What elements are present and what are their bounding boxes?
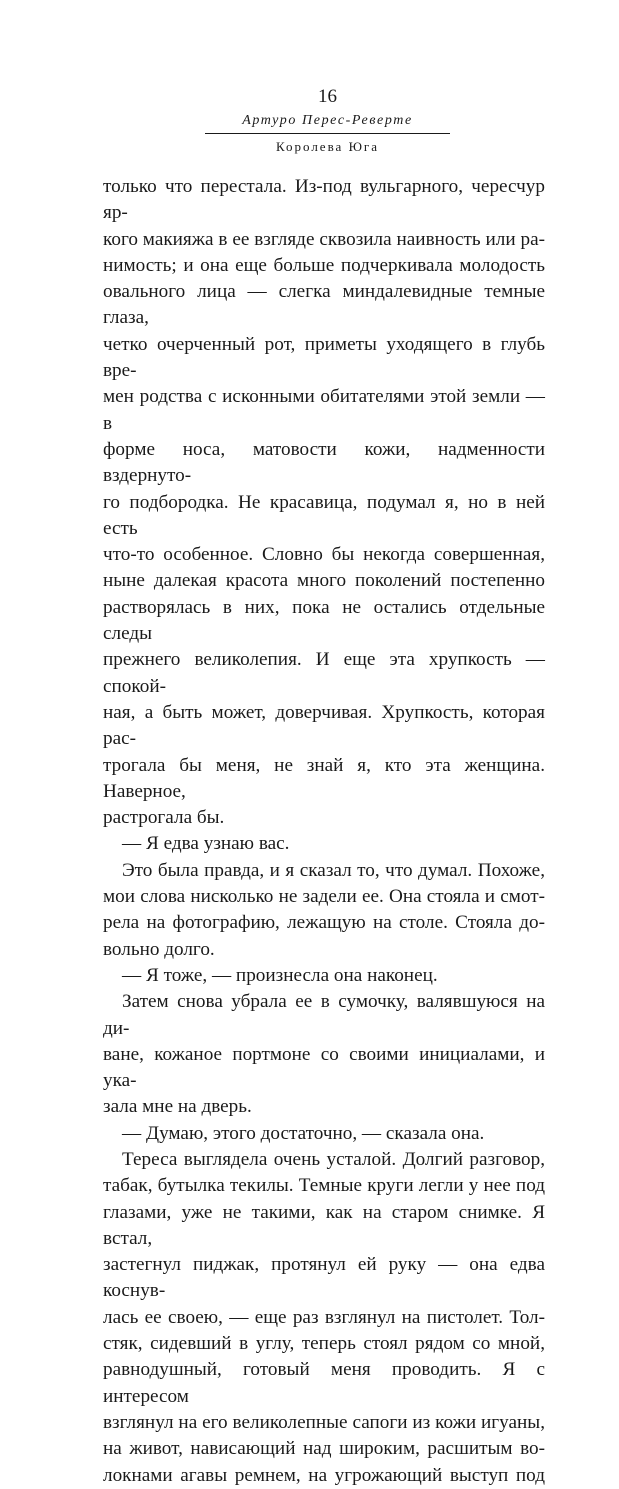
text-line: го подбородка. Не красавица, подумал я, но в ней есть — [103, 491, 545, 539]
text-line: табак, бутылка текилы. Темные круги легли у нее под — [103, 1175, 545, 1197]
text-line: — Я тоже, — произнесла она наконец. — [122, 964, 438, 986]
text-line: только что перестала. Из-под вульгарного, чересчур яр- — [103, 176, 545, 224]
text-line: трогала бы меня, не знай я, кто эта женщина. Наверное, — [103, 754, 545, 802]
running-header — [205, 86, 450, 156]
text-line: мен родства с исконными обитателями этой земли — в — [103, 386, 545, 434]
text-line: — Думаю, этого достаточно, — сказала она. — [122, 1122, 485, 1144]
text-line: застегнул пиджак, протянул ей руку — она едва коснув- — [103, 1254, 545, 1302]
text-line: — Я едва узнаю вас. — [122, 833, 290, 855]
text-line: Тереса выглядела очень усталой. Долгий разговор, — [122, 1148, 545, 1170]
author-name: Артуро Перес-Реверте — [242, 113, 413, 128]
text-line: овального лица — слегка миндалевидные темные глаза, — [103, 281, 545, 329]
text-line: стяк, сидевший в углу, теперь стоял рядом со мной, — [103, 1333, 545, 1355]
text-line: ване, кожаное портмоне со своими инициалами, и ука- — [103, 1043, 545, 1092]
text-line: что-то особенное. Словно бы некогда совершенная, — [103, 544, 545, 566]
text-line: равнодушный, готовый меня проводить. Я с интересом — [103, 1359, 545, 1407]
text-line: форме носа, матовости кожи, надменности вздернуто- — [103, 438, 545, 487]
text-line: четко очерченный рот, приметы уходящего в глубь вре- — [103, 333, 545, 382]
book-title: Королева Юга — [275, 139, 380, 154]
text-line: растрогала бы. — [103, 807, 225, 829]
text-line: глазами, уже не такими, как на старом снимке. Я встал, — [103, 1201, 545, 1249]
text-line: Это была правда, и я сказал то, что думал. Похоже, — [122, 859, 545, 881]
text-line: ная, а быть может, доверчивая. Хрупкость, которая рас- — [103, 701, 545, 750]
text-line: кого макияжа в ее взгляде сквозила наивность или ра- — [103, 228, 545, 250]
text-line: зала мне на дверь. — [103, 1096, 252, 1118]
page-number: 16 — [318, 86, 337, 107]
text-line: лась ее своею, — еще раз взглянул на пистолет. Тол- — [103, 1306, 545, 1328]
text-line: мои слова нисколько не задели ее. Она стояла и смот- — [103, 886, 545, 908]
text-line: Затем снова убрала ее в сумочку, валявшуюся на ди- — [103, 991, 545, 1039]
header-divider — [205, 133, 450, 134]
text-line: прежнего великолепия. И еще эта хрупкость — спокой- — [103, 649, 545, 697]
body-text — [103, 174, 545, 1489]
text-line: нимость; и она еще больше подчеркивала молодость — [103, 254, 545, 276]
text-line: ныне далекая красота много поколений постепенно — [103, 570, 545, 592]
text-line: вольно долго. — [103, 938, 215, 960]
text-line: рела на фотографию, лежащую на столе. Стояла до- — [103, 912, 545, 934]
text-line: локнами агавы ремнем, на угрожающий выступ под — [103, 1464, 545, 1486]
text-line: растворялась в них, пока не остались отдельные следы — [103, 596, 545, 645]
text-line: на живот, нависающий над широким, расшитым во- — [103, 1438, 545, 1460]
text-line: взглянул на его великолепные сапоги из кожи игуаны, — [103, 1411, 545, 1433]
